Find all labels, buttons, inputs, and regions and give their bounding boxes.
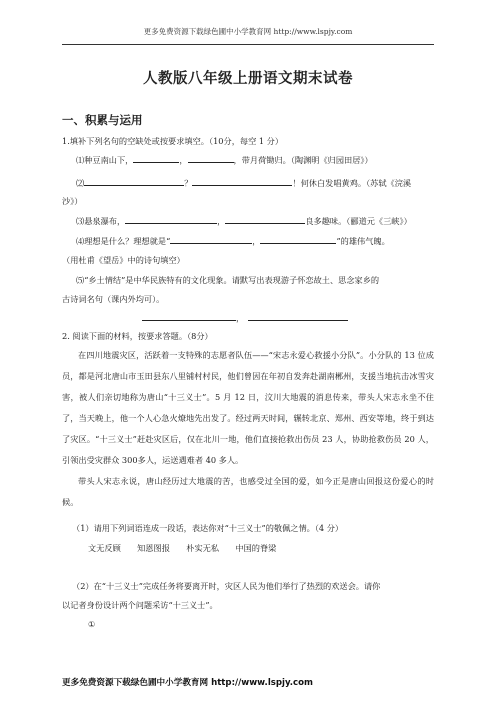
question-1-item-1 [62,154,434,166]
page-header: 更多免费资源下载绿色圃中小学教育网 http://www.lspjy.com [143,27,353,36]
question-1-item-2-cont: 沙》） [62,196,83,206]
item-text: ， [179,155,188,165]
passage-paragraph-2: 带头人宋志永说，唐山经历过大地震的苦，也感受过全国的爱，如今正是唐山回报这份爱心的时候。 [62,476,434,507]
item-text: ⑷理想是什么？理想就是“ [76,236,171,246]
header-divider [62,44,434,45]
item-text: ⑶悬泉瀑布， [76,216,126,226]
question-1-stem: 1.填补下列名句的空缺处或按要求填空。（10分，每空 1 分） [62,136,284,146]
item-text: ？ [184,178,193,188]
question-1-item-4-cont: （用杜甫《望岳》中的诗句填空） [62,255,185,265]
item-text: ， [217,216,226,226]
item-text: ！何休白发唱黄鸡。（苏轼《浣溪 [292,178,412,188]
answer-blank[interactable] [125,215,217,224]
question-1-item-5-blanks [62,312,434,324]
page-footer: 更多免费资源下载绿色圃中小学教育网 http://www.lspjy.com [62,678,314,688]
item-text: ，带月荷锄归。（陶渊明《归园田居》） [233,155,373,165]
question-1-item-5: ⑸“乡土情结”是中华民族特有的文化现象。请默写出表现游子怀恋故土、思念家乡的 [76,275,380,285]
question-1-item-4 [62,235,434,247]
passage-paragraph-1: 在四川地震灾区，活跃着一支特殊的志愿者队伍——“宋志永爱心救援小分队”。小分队的 13 位成员，都是河北唐山市玉田县东八里铺村村民，他们曾因在年初自发奔赴湖南郴州，支援当地抗击冰雪灾害，被人们亲切地称为唐山“十三义士”。5 月 12 日，汶川大地震的消息传来，带头人宋志永坐不住了，当天晚上，他一个人心急火燎地先出发了。经过两天时间，辗转北京、郑州、西安等地，终于到达了灾区。“十三义士”赶赴灾区后，仅在北川一地，他们直接抢救出伤员 23 人，协助抢救伤员 20 人，引领出受灾群众 300多人，运送遇难者 40 多人。 [62,350,434,465]
question-1-item-2 [62,177,434,189]
answer-blank[interactable] [170,235,252,244]
question-1-item-5-cont: 古诗词名句（课内外均可）。 [62,294,165,304]
page-title: 人教版八年级上册语文期末试卷 [143,70,353,87]
word-list: 文无反顾 知恩图报 朴实无私 中国的脊梁 [88,543,277,553]
answer-blank[interactable] [142,312,236,321]
answer-blank[interactable] [188,154,234,163]
item-text: 良多趣味。（郦道元《三峡》） [305,216,412,226]
answer-number-1: ① [88,619,96,629]
item-text: ， [236,313,245,323]
item-text: ⑴种豆南山下， [76,155,134,165]
sub-question-2: （2）在“十三义士”完成任务将要离开时，灾区人民为他们举行了热烈的欢送会。请你 [72,581,381,591]
item-text: ， [252,236,261,246]
answer-blank[interactable] [84,177,184,186]
item-text: ”的雄伟气魄。 [336,236,390,246]
sub-question-2-cont: 以记者身份设计两个问题采访“十三义士”。 [62,600,218,610]
answer-blank[interactable] [133,154,179,163]
answer-blank[interactable] [192,177,292,186]
item-text: ⑵ [76,178,85,188]
answer-blank[interactable] [225,215,305,224]
section-heading: 一、积累与运用 [62,113,143,127]
sub-question-1: （1）请用下列词语连成一段话，表达你对“十三义士”的敬佩之情。（4 分） [72,523,344,533]
answer-blank[interactable] [248,312,348,321]
question-1-item-3 [62,215,434,227]
reading-passage [62,345,434,513]
question-2-stem: 2. 阅读下面的材料，按要求答题。（8分） [62,331,213,341]
answer-blank[interactable] [260,235,336,244]
